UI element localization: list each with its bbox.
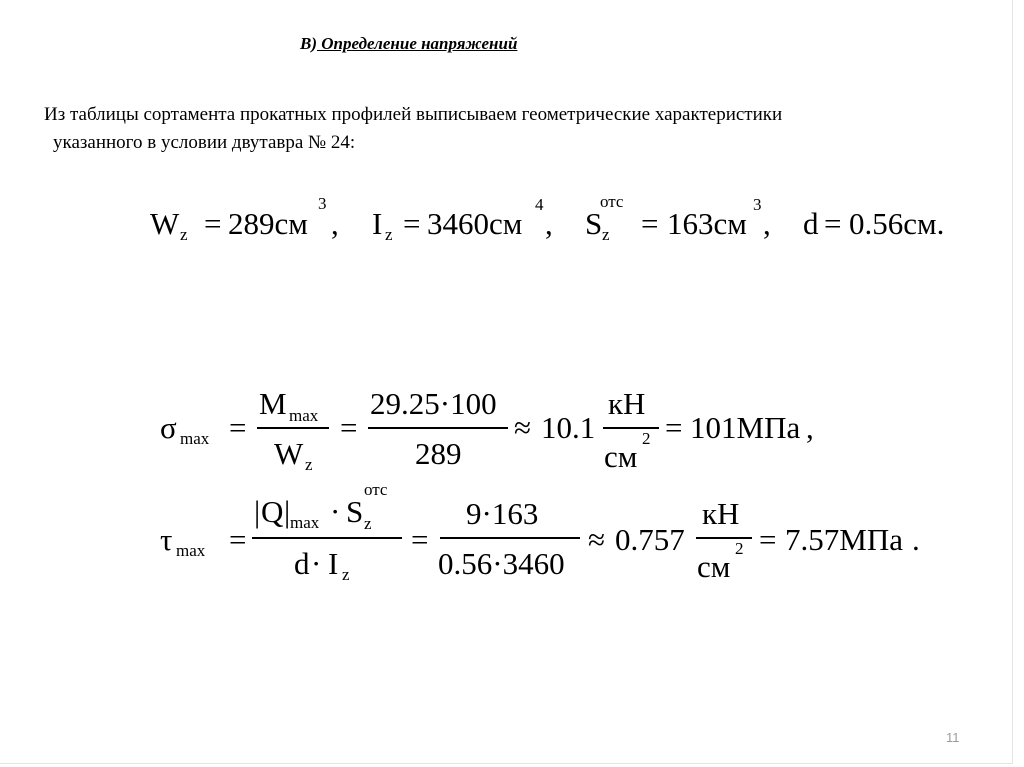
i-comma: , [545,206,553,241]
tau-denominator: 0.56·3460 [438,546,565,581]
sigma-end-comma: , [806,410,814,445]
d-value: 0.56см. [849,206,945,241]
w-symbol: W [150,206,180,241]
tau-unit-numerator: кН [702,496,740,531]
tau-approx: ≈ [588,522,606,557]
section-modulus-symbol: W [274,436,304,471]
tau-max-label: max [176,541,206,560]
fraction-bar-6 [696,537,752,539]
tau-dot-1: · [330,494,341,529]
w-exponent: 3 [318,194,327,213]
tau-equals-3: = [759,522,777,557]
s-comma: , [763,206,771,241]
tau-inertia-subscript: z [342,565,350,584]
section-modulus-subscript: z [305,455,313,474]
sigma-equals-3: = [665,410,683,445]
static-moment-superscript: отс [364,480,388,499]
tau-unit-exponent: 2 [735,539,744,558]
shear-force-max-label: max [290,513,320,532]
moment-max-label: max [289,406,319,425]
tau-approx-value: 0.757 [615,522,685,557]
s-subscript: z [602,225,610,244]
tau-equals-2: = [411,522,429,557]
sigma-equals-1: = [229,410,247,445]
i-symbol: I [372,206,383,241]
sigma-unit-exponent: 2 [642,429,651,448]
d-symbol: d [803,206,819,241]
i-value: 3460см [427,206,523,241]
s-value: 163см [667,206,747,241]
heading-prefix: В) [300,34,317,53]
sigma-denominator: 289 [415,436,462,471]
sigma-symbol: σ [160,410,177,445]
w-comma: , [331,206,339,241]
page-number: 11 [946,730,960,745]
s-exponent: 3 [753,195,762,214]
sigma-equals-2: = [340,410,358,445]
sigma-max-label: max [180,429,210,448]
fraction-bar-3 [603,427,659,429]
s-symbol: S [585,206,603,241]
sigma-result: 101МПа [690,410,801,445]
tau-inertia-symbol: I [328,546,339,581]
moment-symbol: M [259,386,287,421]
tau-end-period: . [912,522,920,557]
fraction-bar-1 [257,427,329,429]
tau-dot-2: · [311,546,322,581]
tau-symbol: τ [160,522,173,557]
tau-unit-denominator: см [697,549,731,584]
static-moment-symbol: S [346,494,364,529]
i-exponent: 4 [535,195,544,214]
i-equals: = [403,206,421,241]
fraction-bar-4 [252,537,402,539]
intro-paragraph [44,101,974,157]
sigma-numerator: 29.25·100 [370,386,497,421]
i-subscript: z [385,225,393,244]
intro-line-1: Из таблицы сортамента прокатных профилей выписываем геометрические характеристики [44,104,783,125]
tau-result: 7.57МПа [785,522,903,557]
section-heading [300,34,517,54]
fraction-bar-2 [368,427,508,429]
d-equals: = [824,206,842,241]
abs-bar-right: | [284,494,291,529]
tau-numerator: 9·163 [466,496,539,531]
heading-title: Определение напряжений [317,34,518,53]
fraction-bar-5 [440,537,580,539]
sigma-approx-value: 10.1 [541,410,596,445]
shear-force-symbol: Q [261,494,284,529]
s-superscript: отс [600,192,624,211]
w-equals: = [204,206,222,241]
intro-line-2: указанного в условии двутавра № 24: [53,132,356,153]
w-subscript: z [180,225,188,244]
sigma-approx: ≈ [514,410,532,445]
tau-equals-1: = [229,522,247,557]
w-value: 289см [228,206,308,241]
tau-thickness-symbol: d [294,546,310,581]
abs-bar-left: | [254,494,261,529]
static-moment-subscript: z [364,514,372,533]
s-equals: = [641,206,659,241]
sigma-unit-numerator: кН [608,386,646,421]
sigma-unit-denominator: см [604,439,638,474]
